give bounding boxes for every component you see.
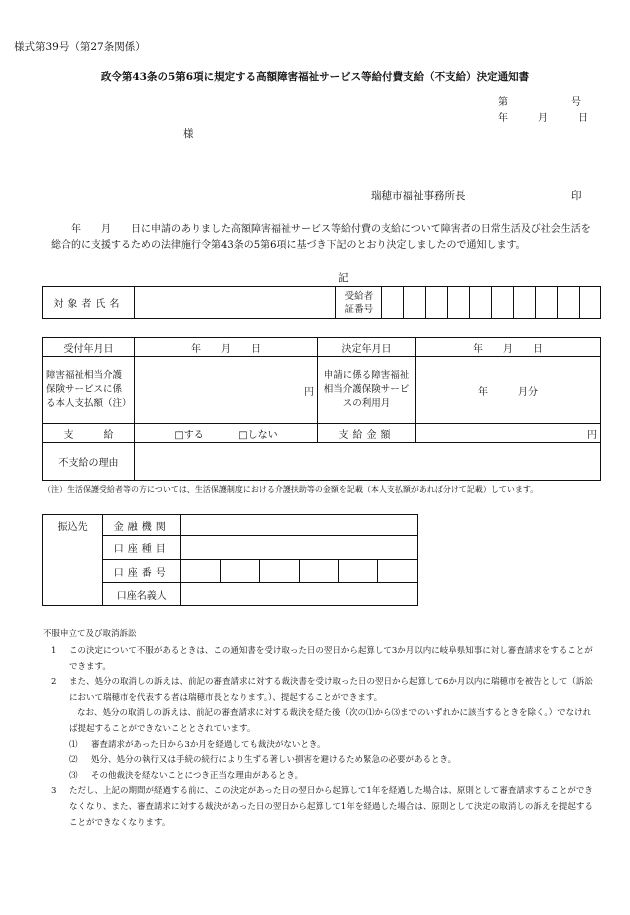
- issue-year: 年: [498, 113, 508, 124]
- certificate-number-label: [336, 287, 382, 319]
- document-title: 政令第43条の5第6項に規定する高額障害福祉サービス等給付費支給（不支給）決定通知書: [100, 71, 530, 83]
- cert-digit-4[interactable]: [448, 287, 470, 319]
- subject-table: [42, 286, 601, 319]
- objection-item: [51, 706, 596, 737]
- objection-item: [51, 644, 596, 675]
- account-digit-4[interactable]: [299, 560, 338, 583]
- objection-item-number: 2: [51, 677, 57, 688]
- account-holder-field[interactable]: [181, 583, 418, 606]
- rejection-reason-value[interactable]: [135, 443, 601, 481]
- account-digit-1[interactable]: [181, 560, 220, 583]
- receipt-date-label: 受付年月日: [43, 338, 135, 357]
- self-pay-label: 障害福祉相当介護保険サービスに係る本人支払額（注）: [43, 357, 135, 424]
- decision-date-label: 決定年月日: [318, 338, 416, 357]
- objection-item-text: この決定について不服があるときは、この通知書を受け取った日の翌日から起算して3か月以内に岐阜県知事に対し審査請求をすることができます。: [69, 646, 593, 672]
- account-number-label: 口座番号: [103, 560, 181, 583]
- payment-no-checkbox[interactable]: □しない: [238, 429, 278, 441]
- addressee-suffix: 様: [183, 128, 194, 140]
- cert-digit-2[interactable]: [404, 287, 426, 319]
- objection-item-text: なお、処分の取消しの訴えは、前記の審査請求に対する裁決を経た後（次の⑴から⑶までのいずれかに該当するときを除く。）でなければ提起することができないこととされています。: [69, 708, 592, 734]
- cert-label-line1: 受給者: [344, 290, 374, 302]
- objection-item-text: また、処分の取消しの訴えは、前記の審査請求に対する裁決書を受け取った日の翌日から起算して6か月以内に瑞穂市を被告として（訴訟において瑞穂市を代表する者は瑞穂市長となります。）、提起することができます。: [69, 677, 593, 703]
- receipt-date-value[interactable]: 年 月 日: [135, 338, 318, 357]
- seal-mark: 印: [571, 190, 582, 202]
- cert-label-line2: 証番号: [344, 303, 374, 315]
- cert-digit-8[interactable]: [535, 287, 557, 319]
- objection-sub-number: ⑴: [69, 739, 78, 750]
- objection-item-number: 3: [51, 786, 57, 797]
- objection-item: [51, 675, 596, 706]
- payment-choice: [135, 424, 318, 443]
- objection-item: [51, 784, 596, 831]
- usage-month-label: 申請に係る障害福祉相当介護保険サービスの利用月: [318, 357, 416, 424]
- objection-sub-item: [69, 753, 596, 769]
- account-type-field[interactable]: [181, 536, 418, 560]
- account-digit-3[interactable]: [260, 560, 299, 583]
- account-digit-6[interactable]: [378, 560, 418, 583]
- account-type-label: 口座種目: [103, 536, 181, 560]
- objection-sub-text: 処分、処分の執行又は手続の続行により生ずる著しい損害を避けるため緊急の必要があるとき。: [91, 755, 457, 766]
- number-suffix: 号: [571, 97, 581, 108]
- objection-list: [51, 644, 596, 831]
- objection-sub-text: その他裁決を経ないことにつき正当な理由があるとき。: [91, 770, 303, 781]
- transfer-destination-label: 振込先: [43, 515, 103, 606]
- cert-digit-9[interactable]: [557, 287, 579, 319]
- payment-yes-checkbox[interactable]: □する: [174, 429, 204, 441]
- objection-heading: 不服申立て及び取消訴訟: [43, 629, 137, 639]
- notice-paragraph-text: 年 月 日に申請のありました高額障害福祉サービス等給付費の支給について障害者の日常生活及び社会生活を総合的に支援するための法律施行令第43条の5第6項に基づき下記のとおり決定しましたので通知します。: [51, 224, 591, 251]
- issue-date: [498, 109, 588, 124]
- self-pay-yen: 円: [304, 386, 314, 398]
- cert-digit-3[interactable]: [426, 287, 448, 319]
- issue-month: 月: [538, 113, 548, 124]
- objection-item-text: ただし、上記の期間が経過する前に、この決定があった日の翌日から起算して1年を経過した場合は、原則として審査請求することができなくなり、また、審査請求に対する裁決があった日の翌日から起算して1年を経過した場合は、原則として決定の取消しの訴えを提起することができなくなります。: [69, 786, 593, 828]
- sender-name: 瑞穂市福祉事務所長: [371, 190, 466, 202]
- usage-month-value[interactable]: 年 月分: [416, 357, 601, 424]
- footnote: （注）生活保護受給者等の方については、生活保護制度における介護扶助等の金額を記載（本人支払額があれば分けて記載）しています。: [43, 485, 539, 494]
- amount-yen: 円: [587, 429, 597, 441]
- account-digit-2[interactable]: [220, 560, 259, 583]
- self-pay-amount[interactable]: [135, 357, 318, 424]
- ki-heading: 記: [338, 272, 349, 284]
- decision-table: [42, 337, 601, 481]
- cert-digit-6[interactable]: [492, 287, 514, 319]
- objection-sub-number: ⑵: [69, 755, 78, 766]
- amount-label: 支給金額: [318, 424, 416, 443]
- number-prefix: 第: [498, 97, 508, 108]
- account-digit-5[interactable]: [339, 560, 378, 583]
- cert-digit-1[interactable]: [382, 287, 404, 319]
- subject-name-label: 対象者氏名: [43, 287, 135, 319]
- cert-digit-5[interactable]: [470, 287, 492, 319]
- subject-name-field[interactable]: [134, 287, 336, 319]
- decision-date-value[interactable]: 年 月 日: [416, 338, 601, 357]
- payment-label: 支 給: [43, 424, 135, 443]
- amount-value[interactable]: [416, 424, 601, 443]
- bank-name-label: 金融機関: [103, 515, 181, 536]
- bank-table: [42, 514, 418, 606]
- notice-paragraph: [51, 222, 591, 254]
- objection-item-number: 1: [51, 646, 57, 656]
- objection-sub-number: ⑶: [69, 770, 78, 781]
- cert-digit-10[interactable]: [579, 287, 600, 319]
- objection-sub-item: [69, 738, 596, 754]
- form-number: 様式第39号（第27条関係）: [14, 41, 146, 53]
- cert-digit-7[interactable]: [514, 287, 536, 319]
- rejection-reason-label: 不支給の理由: [43, 443, 135, 481]
- account-holder-label: 口座名義人: [103, 583, 181, 606]
- bank-name-field[interactable]: [181, 515, 418, 536]
- objection-sub-text: 審査請求があった日から3か月を経過しても裁決がないとき。: [91, 739, 326, 750]
- objection-sub-item: [69, 769, 596, 785]
- issue-day: 日: [578, 113, 588, 124]
